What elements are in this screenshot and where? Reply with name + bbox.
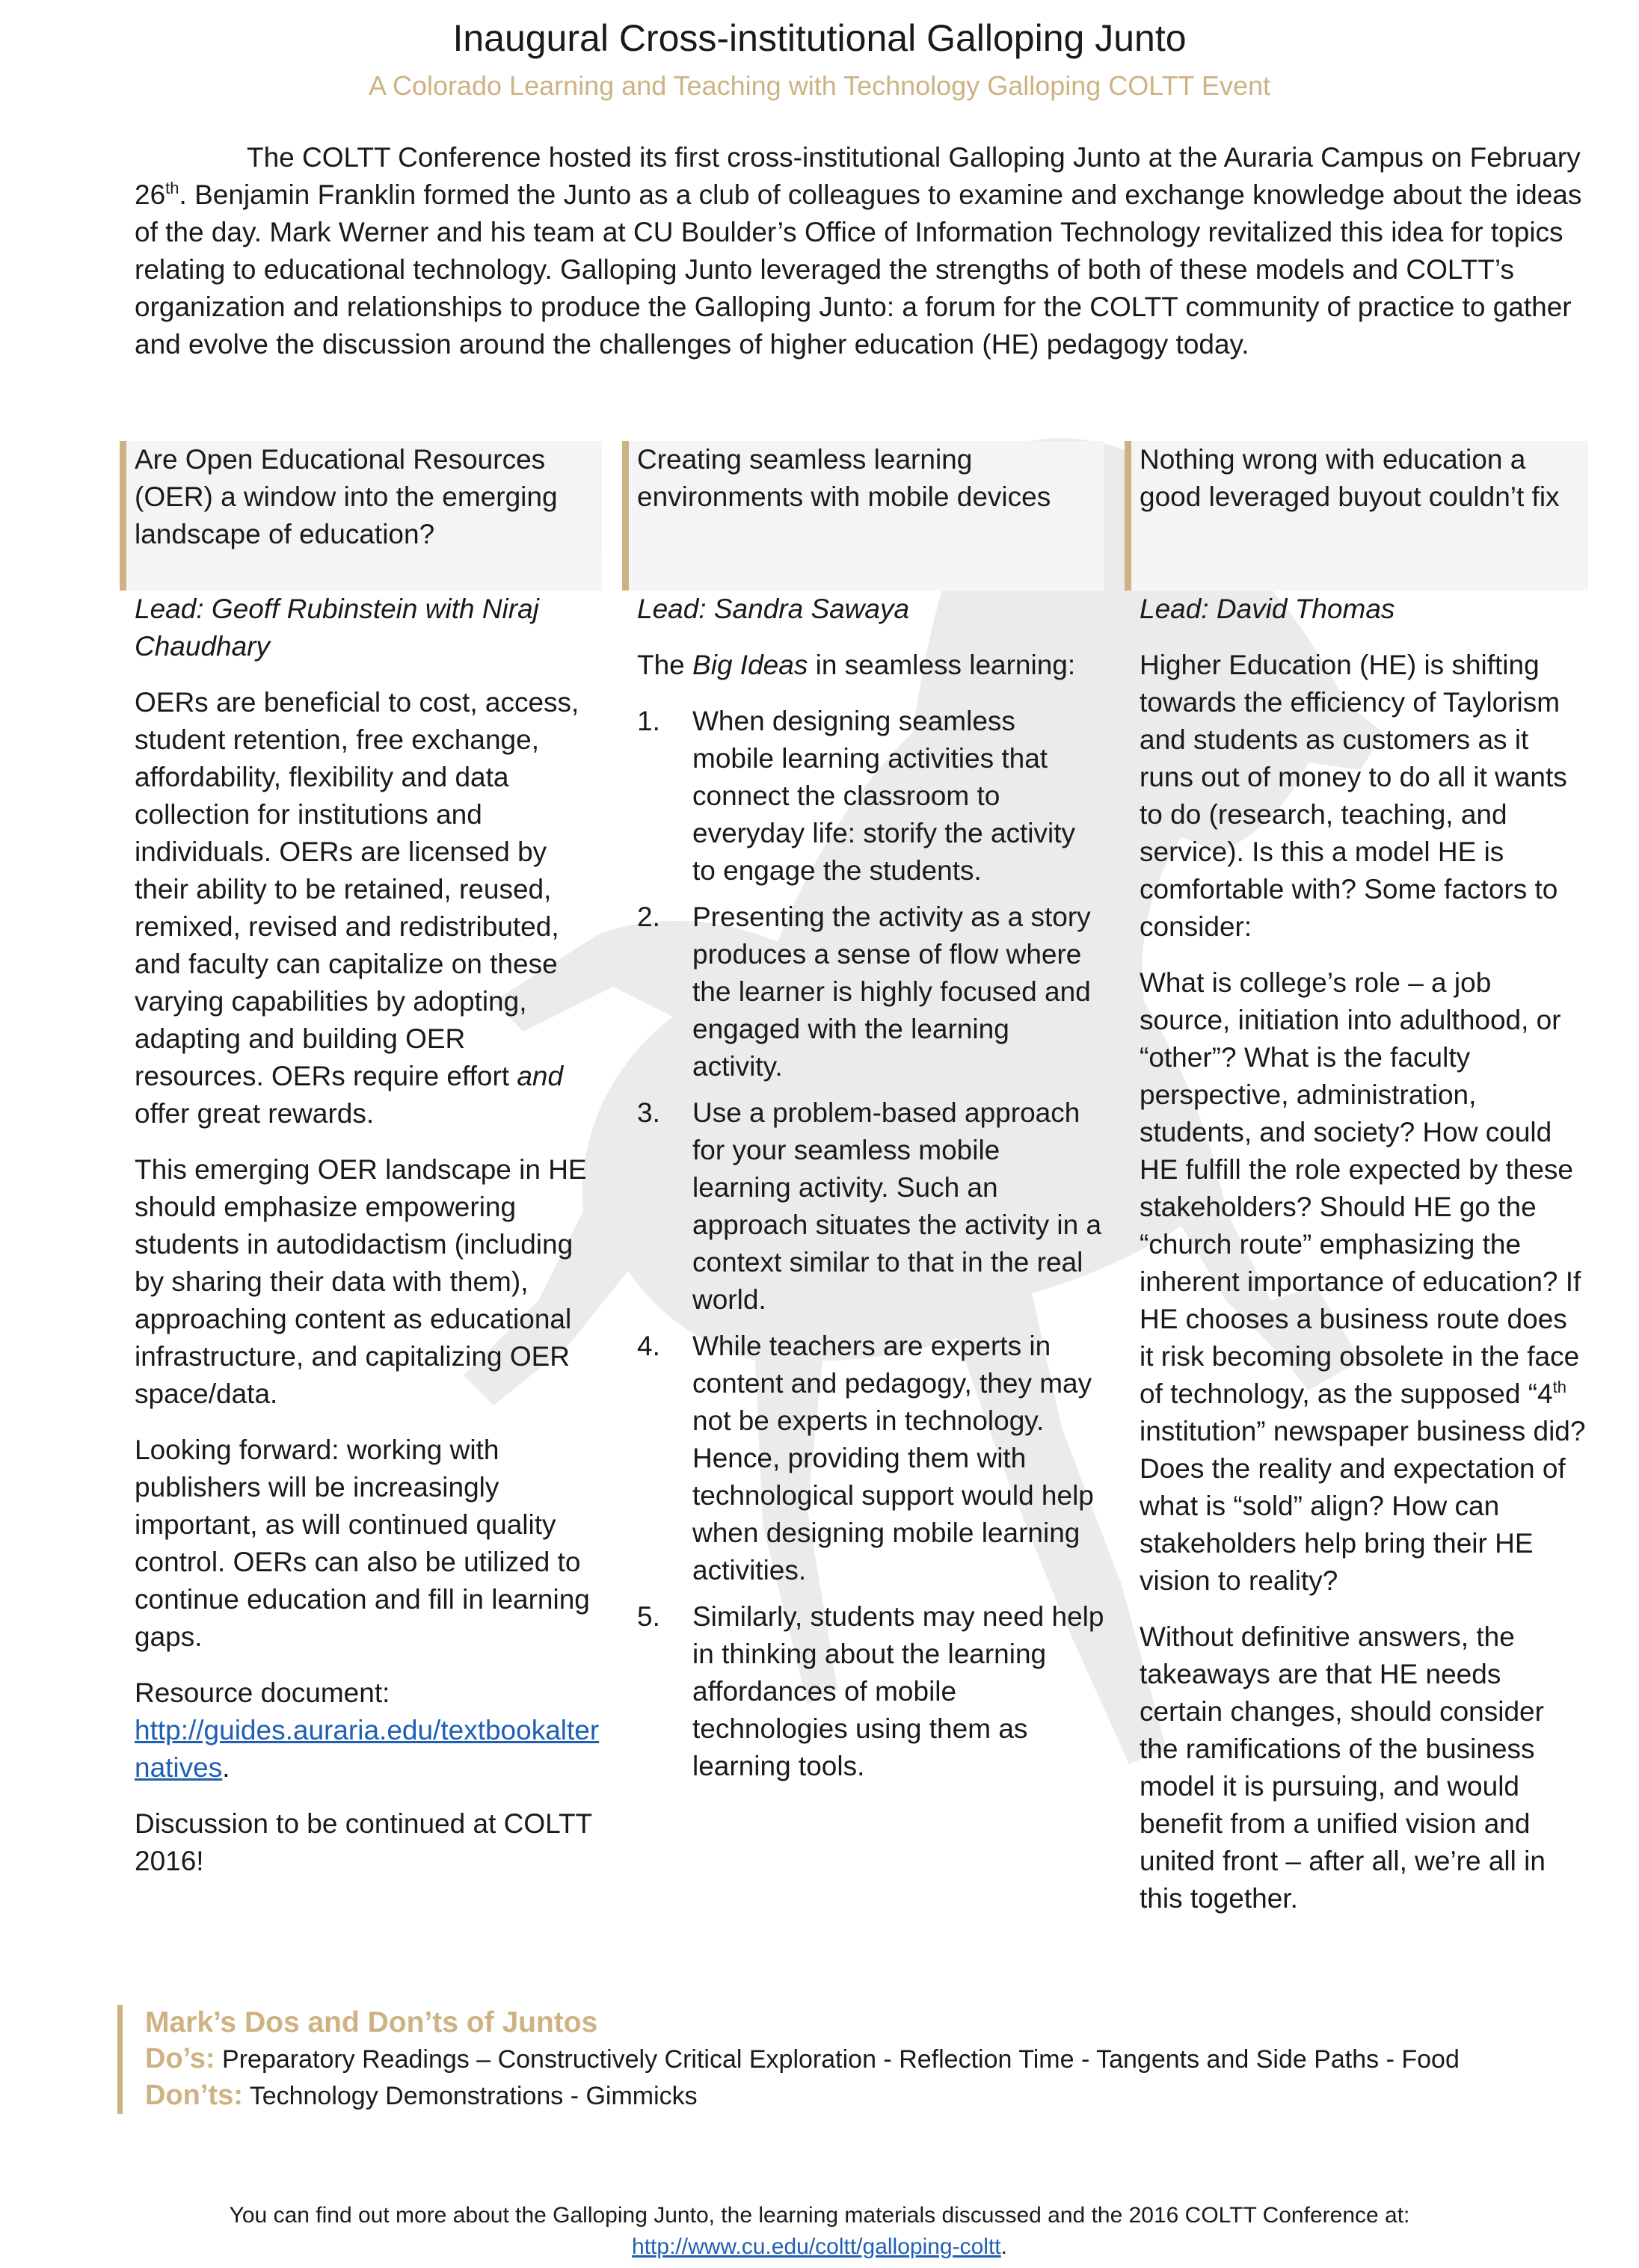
list-number: 5. — [637, 1601, 660, 1632]
emphasis: Big Ideas — [692, 650, 808, 680]
intro-text-1: The COLTT Conference hosted its first cross-institutional Galloping Junto at the Auraria Campus on February 26 — [135, 142, 1581, 210]
paragraph — [135, 684, 602, 1133]
text: for your seamless mobile learning activity. Such an approach situates the activity in a context similar to that in the real world. — [692, 1135, 1102, 1315]
footer-link[interactable]: http://www.cu.edu/coltt/galloping-coltt — [632, 2234, 1001, 2259]
column-lead: Lead: Sandra Sawaya — [637, 594, 910, 624]
page-subtitle: A Colorado Learning and Teaching with Technology Galloping COLTT Event — [368, 70, 1271, 101]
list-item — [637, 1598, 1104, 1785]
text: institution” newspaper business did? Does the reality and expectation of what is “sold” align? How can stakeholders help bring their HE vision to reality? — [1140, 1416, 1586, 1596]
column-lead: Lead: Geoff Rubinstein with Niraj Chaudhary — [135, 594, 539, 662]
column-leveraged-buyout — [1140, 441, 1588, 1936]
text: . — [222, 1752, 230, 1783]
highlight: learning affordances — [692, 1639, 1047, 1707]
footer-text: You can find out more about the Galloping Junto, the learning materials discussed and the 2016 COLTT Conference at: — [229, 2203, 1410, 2228]
text: OERs are beneficial to cost, access, student retention, free exchange, affordability, flexibility and data collection for institutions and individuals. OERs are licensed by their ability to be retained, reused, remixed, revised and redistributed, and faculty can capitalize on these varying capabilities by adopting, adapting and building OER resources. OERs require effort — [135, 687, 579, 1091]
emphasis: and — [517, 1061, 564, 1091]
column-heading-box — [120, 441, 602, 591]
paragraph — [637, 647, 1104, 684]
big-ideas-list — [637, 703, 1104, 1785]
column-mobile-learning — [637, 441, 1104, 1794]
column-lead: Lead: David Thomas — [1140, 594, 1395, 624]
text: where the learner is highly focused and engaged with the learning activity. — [692, 939, 1091, 1082]
text: The — [637, 650, 693, 680]
dos-label: Do’s: — [145, 2043, 215, 2074]
paragraph: This emerging OER landscape in HE should emphasize empowering students in autodidactism (including by sharing their data with them), approaching content as educational infrastructure, and capitalizing OER space/data. — [135, 1154, 587, 1409]
footer-link-line — [0, 2231, 1639, 2263]
dos-row — [145, 2041, 1611, 2077]
resource-link[interactable]: http://guides.auraria.edu/textbookalternatives — [135, 1715, 600, 1783]
column-heading-box — [1125, 441, 1588, 591]
text: Similarly, students may need help in thinking about the — [692, 1601, 1104, 1669]
intro-paragraph — [135, 139, 1585, 363]
list-item — [637, 703, 1104, 890]
list-number: 3. — [637, 1097, 660, 1128]
text: of mobile technologies using them as learning tools. — [692, 1676, 1028, 1781]
list-item — [637, 899, 1104, 1085]
text: in seamless learning: — [808, 650, 1076, 680]
superscript: th — [1552, 1378, 1566, 1396]
page-title: Inaugural Cross-institutional Galloping Junto — [452, 17, 1187, 59]
highlight: problem-based approach — [772, 1097, 1080, 1128]
text: When designing seamless mobile learning activities that connect the classroom to everyday life: — [692, 706, 1048, 848]
intro-text-2: . Benjamin Franklin formed the Junto as a club of colleagues to examine and exchange knowledge about the ideas of the day. Mark Werner and his team at CU Boulder’s Office of Information Technology revitalized this idea for topics relating to educational technology. Galloping Junto leveraged the strengths of both of these models and COLTT’s organization and relationships to produce the Galloping Junto: a forum for the COLTT community of practice to gather and evolve the discussion around the challenges of higher education (HE) pedagogy today. — [135, 179, 1582, 360]
resource-paragraph — [135, 1674, 602, 1787]
text: offer great rewards. — [135, 1098, 375, 1129]
dos-and-donts-box — [117, 2005, 1611, 2114]
paragraph: Discussion to be continued at COLTT 2016! — [135, 1808, 592, 1876]
list-number: 1. — [637, 706, 660, 736]
donts-label: Don’ts: — [145, 2080, 243, 2111]
intro-superscript: th — [165, 179, 179, 197]
resource-label: Resource document: — [135, 1677, 390, 1708]
highlight: support — [861, 1480, 954, 1511]
text: would help when designing mobile learning activities. — [692, 1480, 1094, 1586]
column-heading: Nothing wrong with education a good leveraged buyout couldn’t fix — [1140, 441, 1588, 516]
text: While teachers are experts in content and pedagogy, they may not be experts in technology. Hence, providing them with technological — [692, 1331, 1092, 1511]
paragraph: Without definitive answers, the takeaways are that HE needs certain changes, should consider the ramifications of the business model it is pursuing, and would benefit from a unified vision and united front – after all, we’re all in this together. — [1140, 1621, 1546, 1914]
list-item — [637, 1094, 1104, 1319]
list-number: 2. — [637, 902, 660, 932]
paragraph — [1140, 964, 1588, 1600]
paragraph: Higher Education (HE) is shifting towards the efficiency of Taylorism and students as customers as it runs out of money to do all it wants to do (research, teaching, and service). Is this a model HE is comfortable with? Some factors to consider: — [1140, 650, 1567, 942]
list-number: 4. — [637, 1331, 660, 1361]
text: to engage the students. — [692, 855, 982, 886]
dos-heading: Mark’s Dos and Don’ts of Juntos — [145, 2006, 598, 2039]
text: Presenting the activity as a story produces a sense of — [692, 902, 1091, 970]
highlight: storify the activity — [863, 818, 1076, 848]
footer — [0, 2200, 1639, 2263]
donts-row — [145, 2077, 1611, 2114]
list-item — [637, 1328, 1104, 1589]
donts-text: Technology Demonstrations - Gimmicks — [242, 2082, 698, 2110]
text: What is college’s role – a job source, initiation into adulthood, or “other”? What is the faculty perspective, administration, students, and society? How could HE fulfill the role expected by these stakeholders? Should HE go the “church route” emphasizing the inherent importance of education? If HE chooses a business route does it risk becoming obsolete in the face of technology, as the supposed “4 — [1140, 967, 1581, 1409]
paragraph: Looking forward: working with publishers will be increasingly important, as will continued quality control. OERs can also be utilized to continue education and fill in learning gaps. — [135, 1435, 590, 1652]
text: Use a — [692, 1097, 772, 1128]
column-oer — [135, 441, 602, 1899]
highlight: flow — [949, 939, 999, 970]
column-heading-box — [622, 441, 1104, 591]
column-heading: Are Open Educational Resources (OER) a window into the emerging landscape of education? — [135, 441, 602, 553]
footer-period: . — [1000, 2234, 1007, 2259]
column-heading: Creating seamless learning environments with mobile devices — [637, 441, 1104, 516]
dos-text: Preparatory Readings – Constructively Critical Exploration - Reflection Time - Tangents and Side Paths - Food — [215, 2045, 1460, 2074]
